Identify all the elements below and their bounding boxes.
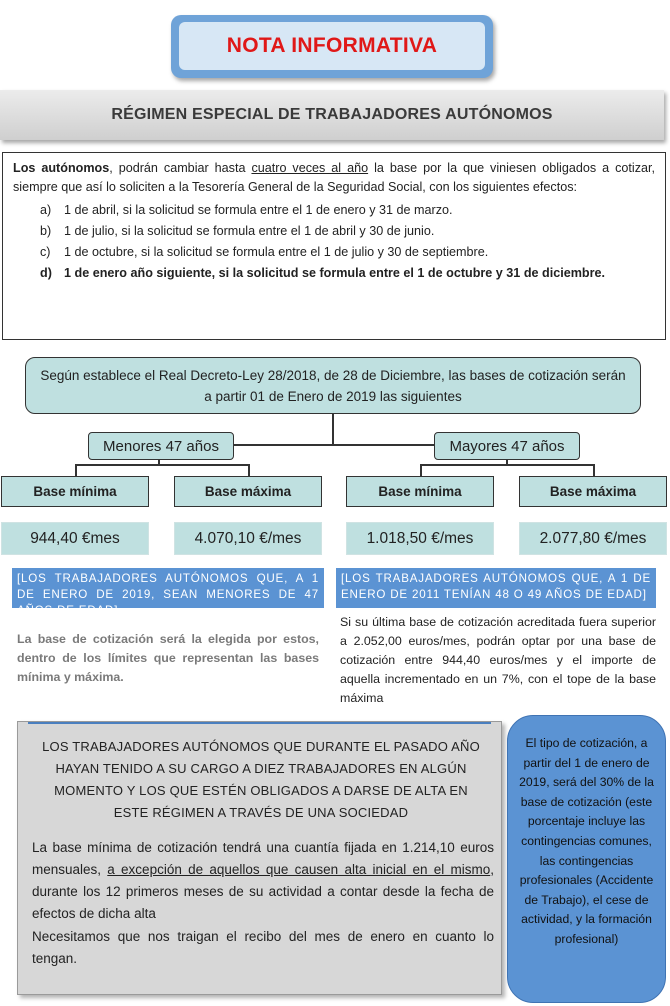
base-min-value-over-47: 1.018,50 €/mes: [346, 522, 494, 555]
receipt-request-paragraph: Necesitamos que nos traigan el recibo del mes de enero en cuanto lo tengan.: [32, 929, 494, 966]
base-min-label-over-47: Base mínima: [346, 476, 494, 507]
base-max-value-over-47: 2.077,80 €/mes: [519, 522, 667, 555]
intro-text-a: , podrán cambiar hasta: [109, 161, 252, 175]
intro-underlined: cuatro veces al año: [251, 161, 369, 175]
list-text: 1 de julio, si la solicitud se formula entre el 1 de abril y 30 de junio.: [64, 224, 435, 238]
intro-lead: Los autónomos: [13, 161, 110, 175]
para1-text-a: La base mínima de cotización tendrá una cuantía fijada en 1.214,10 euros mensuales,: [32, 840, 494, 877]
base-max-label-under-47: Base máxima: [174, 476, 322, 507]
connector-line: [593, 464, 595, 476]
connector-line: [248, 464, 250, 476]
box-top-line: [28, 722, 491, 724]
connector-line: [332, 414, 334, 445]
ten-workers-heading: LOS TRABAJADORES AUTÓNOMOS QUE DURANTE EL PASADO AÑO HAYAN TENIDO A SU CARGO A DIEZ TRABAJADORES EN ALGÚN MOMENTO Y LOS QUE ESTÉN OBLIGADOS A DARSE DE ALTA EN ESTE RÉGIMEN A TRAVÉS DE UNA SOCIEDAD: [42, 739, 480, 820]
intro-text-b: la base por la que viniesen obligados a cotizar, siempre que así lo soliciten a la Tesorería General de la Seguridad Social, con los siguientes efectos:: [13, 161, 656, 194]
base-max-label-over-47: Base máxima: [519, 476, 667, 507]
list-text: 1 de enero año siguiente, si la solicitud se formula entre el 1 de octubre y 31 de diciembre.: [64, 266, 606, 280]
connector-line: [420, 464, 422, 476]
title-banner: [171, 15, 493, 78]
under-47-note: La base de cotización será la elegida por estos, dentro de los límites que representan las bases mínima y máxima.: [17, 632, 319, 684]
list-letter: d): [40, 266, 52, 280]
ten-workers-box: [17, 721, 502, 995]
over-47-note: Si su última base de cotización acreditada fuera superior a 2.052,00 euros/mes, podrán optar por una base de cotización entre 944,40 euros/mes y el importe de aquella incrementado en un 7%, con el tope de la base máxima: [340, 615, 656, 705]
base-min-label-under-47: Base mínima: [1, 476, 149, 507]
contribution-rate-bubble: El tipo de cotización, a partir del 1 de enero de 2019, será del 30% de la base de cotización (este porcentaje incluye las contingencias comunes, las contingencias profesionales (Accidente de Trabajo), el cese de actividad, y la formación profesional): [507, 715, 666, 1003]
minimum-base-paragraph: [32, 837, 494, 925]
over-47-heading: [LOS TRABAJADORES AUTÓNOMOS QUE, A 1 DE ENERO DE 2011 TENÍAN 48 O 49 AÑOS DE EDAD]: [336, 568, 656, 608]
base-min-value-under-47: 944,40 €mes: [1, 522, 149, 555]
under-47-heading: [LOS TRABAJADORES AUTÓNOMOS QUE, A 1 DE ENERO DE 2019, SEAN MENORES DE 47 AÑOS DE EDAD]: [12, 568, 324, 608]
para1-underlined: a excepción de aquellos que causen alta inicial en el mismo: [107, 862, 491, 877]
list-text: 1 de abril, si la solicitud se formula entre el 1 de enero y 31 de marzo.: [64, 203, 453, 217]
list-letter: a): [40, 203, 52, 217]
base-max-value-under-47: 4.070,10 €/mes: [174, 522, 322, 555]
list-item: [13, 243, 655, 262]
connector-line: [75, 464, 77, 476]
list-item: [13, 264, 655, 283]
connector-line: [234, 444, 434, 446]
list-item: [13, 201, 655, 220]
intro-box: [2, 152, 666, 340]
age-box-over-47: Mayores 47 años: [434, 432, 580, 460]
page-title: NOTA INFORMATIVA: [179, 22, 485, 70]
subtitle-band: RÉGIMEN ESPECIAL DE TRABAJADORES AUTÓNOMOS: [0, 90, 664, 140]
effects-list: [13, 201, 655, 283]
age-box-under-47: Menores 47 años: [88, 432, 234, 460]
list-item: [13, 222, 655, 241]
list-letter: b): [40, 224, 52, 238]
list-letter: c): [40, 245, 51, 259]
list-text: 1 de octubre, si la solicitud se formula entre el 1 de julio y 30 de septiembre.: [64, 245, 489, 259]
connector-line: [420, 464, 594, 466]
connector-line: [75, 464, 249, 466]
para1-text-b: , durante los 12 primeros meses de su actividad a contar desde la fecha de efectos de dicha alta: [32, 862, 495, 921]
intro-paragraph: [13, 159, 655, 197]
decree-box: Según establece el Real Decreto-Ley 28/2018, de 28 de Diciembre, las bases de cotización serán a partir 01 de Enero de 2019 las siguientes: [25, 357, 641, 414]
